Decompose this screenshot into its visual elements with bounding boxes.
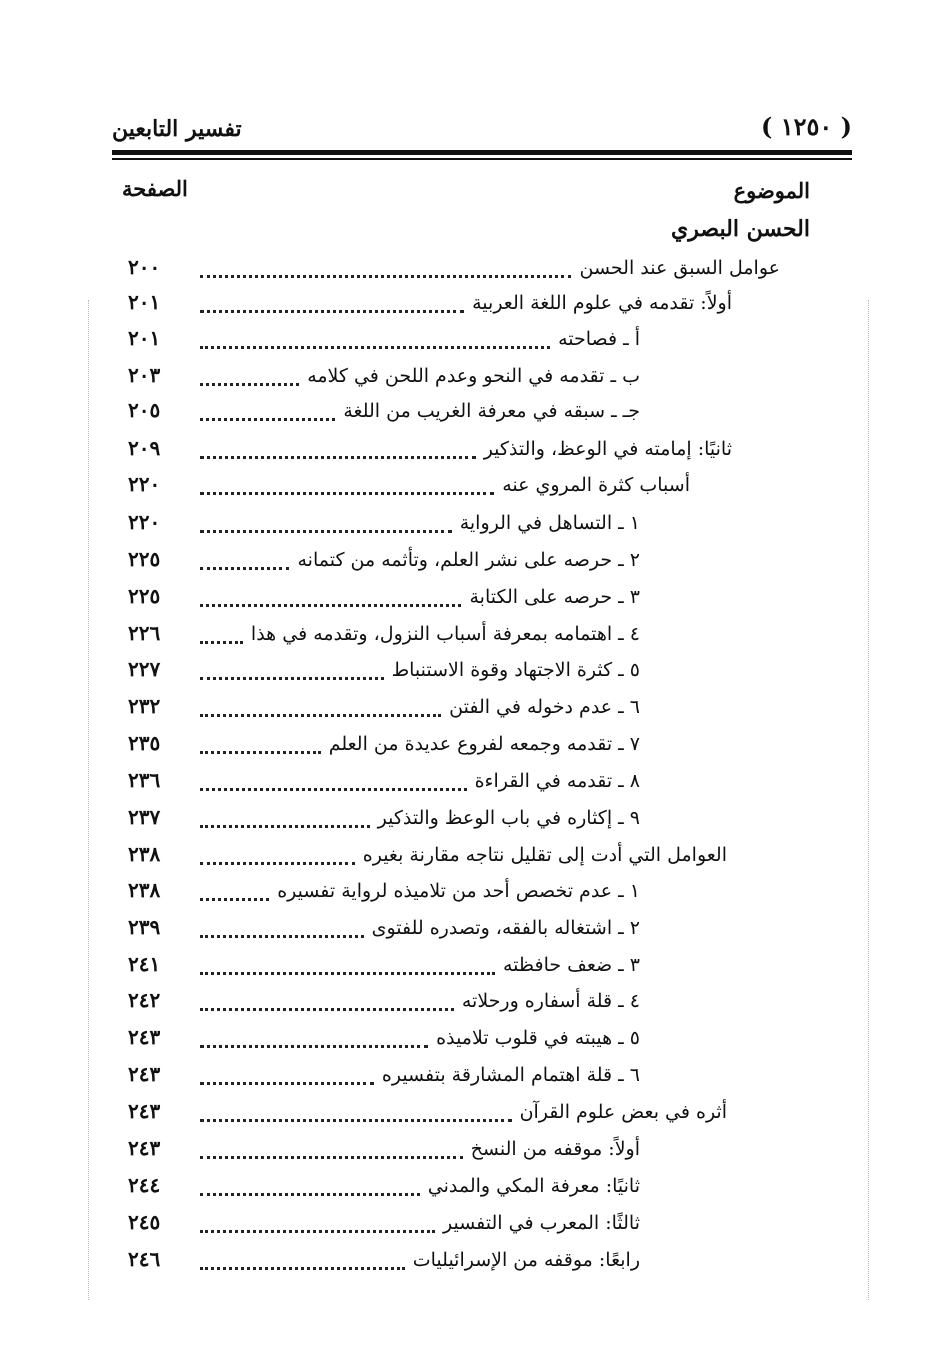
toc-entry: [0, 842, 945, 876]
toc-entry: [0, 731, 945, 765]
leader-dots: [200, 786, 467, 791]
toc-entry-title: ثانيًا: إمامته في الوعظ، والتذكير: [480, 438, 732, 460]
toc-entry-title: ٥ ـ كثرة الاجتهاد وقوة الاستنباط: [388, 659, 640, 681]
leader-dots: [200, 970, 495, 975]
toc-entry-title: أثره في بعض علوم القرآن: [516, 1101, 727, 1123]
toc-entry-title: ٤ ـ اهتمامه بمعرفة أسباب النزول، وتقدمه في هذا: [247, 623, 640, 645]
toc-entry-page: ٢٠١: [128, 326, 161, 350]
toc-entry-title: ٢ ـ حرصه على نشر العلم، وتأثمه من كتمانه: [293, 549, 640, 571]
leader-dots: [200, 308, 464, 313]
toc-entry-page: ٢٠٩: [128, 436, 161, 460]
leader-dots: [200, 933, 364, 938]
leader-dots: [200, 860, 355, 865]
leader-dots: [200, 1080, 374, 1085]
toc-entry: [0, 547, 945, 581]
toc-entry-page: ٢٣٩: [128, 915, 161, 939]
toc-entry-title: ثالثًا: المعرب في التفسير: [439, 1212, 640, 1234]
toc-entry-title: رابعًا: موقفه من الإسرائيليات: [409, 1249, 640, 1271]
toc-entry: [0, 326, 945, 360]
toc-entry-page: ٢٤٦: [128, 1247, 161, 1271]
toc-entry-page: ٢٤٣: [128, 1062, 161, 1086]
toc-entry: [0, 290, 945, 324]
toc-entry-title: ٩ ـ إكثاره في باب الوعظ والتذكير: [374, 807, 640, 829]
toc-entry: [0, 988, 945, 1022]
toc-entry-page: ٢٠١: [128, 290, 161, 314]
toc-entry-title: ٤ ـ قلة أسفاره ورحلاته: [458, 990, 640, 1012]
toc-entry-page: ٢٣٥: [128, 731, 161, 755]
toc-entry-page: ٢٤١: [128, 952, 161, 976]
leader-dots: [200, 712, 441, 717]
toc-entry-title: ٦ ـ عدم دخوله في الفتن: [445, 696, 640, 718]
leader-dots: [200, 1043, 428, 1048]
toc-entry-title: ٥ ـ هيبته في قلوب تلاميذه: [432, 1027, 640, 1049]
leader-dots: [200, 1117, 512, 1122]
toc-entry: [0, 510, 945, 544]
toc-entry-page: ٢٤٤: [128, 1173, 161, 1197]
toc-entry: [0, 805, 945, 839]
toc-entry-title: أولاً: موقفه من النسخ: [467, 1138, 640, 1160]
toc-entry-page: ٢٢٦: [128, 621, 161, 645]
column-heading-page: الصفحة: [122, 176, 188, 201]
toc-entry: [0, 1210, 945, 1244]
toc-entry: [0, 363, 945, 397]
section-title: الحسن البصري: [671, 216, 810, 242]
header-rule-thin: [112, 158, 852, 160]
running-header: [112, 112, 852, 152]
toc-entry: [0, 472, 945, 506]
toc-entry-page: ٢٢٥: [128, 547, 161, 571]
leader-dots: [200, 639, 243, 644]
toc-entry-title: ب ـ تقدمه في النحو وعدم اللحن في كلامه: [303, 365, 640, 387]
toc-entry: [0, 436, 945, 470]
column-heading-topic: الموضوع: [733, 178, 810, 203]
toc-entry-title: ٣ ـ حرصه على الكتابة: [465, 586, 640, 608]
toc-entry-page: ٢٣٨: [128, 878, 161, 902]
leader-dots: [200, 454, 476, 459]
leader-dots: [200, 675, 384, 680]
leader-dots: [200, 1006, 454, 1011]
header-rule-thick: [112, 150, 852, 155]
book-title: تفسير التابعين: [112, 116, 242, 142]
toc-entry-title: ٨ ـ تقدمه في القراءة: [471, 770, 640, 792]
toc-entry: [0, 694, 945, 728]
toc-entry: [0, 1173, 945, 1207]
toc-entry-title: ٣ ـ ضعف حافظته: [499, 954, 640, 976]
page-number: ( ١٢٥٠ ): [761, 112, 852, 141]
toc-entry-page: ٢٣٦: [128, 768, 161, 792]
toc-entry-page: ٢٤٣: [128, 1025, 161, 1049]
toc-entry-title: أ ـ فصاحته: [554, 328, 640, 350]
leader-dots: [200, 823, 370, 828]
toc-entry-page: ٢٠٥: [128, 398, 161, 422]
toc-entry-title: ٦ ـ قلة اهتمام المشارقة بتفسيره: [378, 1064, 640, 1086]
toc-entry-page: ٢٢٠: [128, 510, 161, 534]
toc-entry-page: ٢٠٣: [128, 363, 161, 387]
leader-dots: [200, 896, 269, 901]
leader-dots: [200, 381, 299, 386]
toc-entry: [0, 1099, 945, 1133]
leader-dots: [200, 490, 494, 495]
toc-entry: [0, 878, 945, 912]
toc-entry-title: ٧ ـ تقدمه وجمعه لفروع عديدة من العلم: [325, 733, 640, 755]
toc-entry: [0, 621, 945, 655]
leader-dots: [200, 528, 452, 533]
toc-entry-page: ٢٢٠: [128, 472, 161, 496]
toc-entry-page: ٢٣٧: [128, 805, 161, 829]
toc-entry-page: ٢٠٠: [128, 255, 161, 279]
leader-dots: [200, 1154, 463, 1159]
leader-dots: [200, 602, 461, 607]
toc-entry-page: ٢٤٥: [128, 1210, 161, 1234]
toc-entry-title: أولاً: تقدمه في علوم اللغة العربية: [468, 292, 732, 314]
toc-entry-page: ٢٤٣: [128, 1099, 161, 1123]
toc-entry: [0, 768, 945, 802]
toc-entry-page: ٢٤٢: [128, 988, 161, 1012]
leader-dots: [200, 1265, 405, 1270]
leader-dots: [200, 1191, 420, 1196]
toc-entry: [0, 584, 945, 618]
toc-entry-title: ثانيًا: معرفة المكي والمدني: [424, 1175, 640, 1197]
toc-entry-title: ١ ـ التساهل في الرواية: [456, 512, 640, 534]
leader-dots: [200, 749, 321, 754]
leader-dots: [200, 565, 289, 570]
toc-entry: [0, 952, 945, 986]
toc-entry-page: ٢٣٨: [128, 842, 161, 866]
leader-dots: [200, 344, 550, 349]
toc-entry-title: أسباب كثرة المروي عنه: [498, 474, 690, 496]
toc-entry: [0, 657, 945, 691]
leader-dots: [200, 273, 571, 278]
toc-entry: [0, 1136, 945, 1170]
toc-entry-page: ٢٢٧: [128, 657, 161, 681]
toc-entry-title: عوامل السبق عند الحسن: [575, 257, 780, 279]
leader-dots: [200, 416, 335, 421]
toc-entry: [0, 1062, 945, 1096]
toc-entry: [0, 915, 945, 949]
toc-entry: [0, 1247, 945, 1281]
toc-entry: [0, 255, 945, 289]
toc-entry-title: ١ ـ عدم تخصص أحد من تلاميذه لرواية تفسيره: [273, 880, 640, 902]
toc-entry-page: ٢٤٣: [128, 1136, 161, 1160]
toc-entry: [0, 398, 945, 432]
toc-entry-title: جـ ـ سبقه في معرفة الغريب من اللغة: [339, 400, 640, 422]
leader-dots: [200, 1228, 435, 1233]
toc-entry-title: العوامل التي أدت إلى تقليل نتاجه مقارنة بغيره: [359, 844, 727, 866]
toc-entry-title: ٢ ـ اشتغاله بالفقه، وتصدره للفتوى: [368, 917, 640, 939]
toc-entry: [0, 1025, 945, 1059]
toc-entry-page: ٢٢٥: [128, 584, 161, 608]
toc-entry-page: ٢٣٢: [128, 694, 161, 718]
